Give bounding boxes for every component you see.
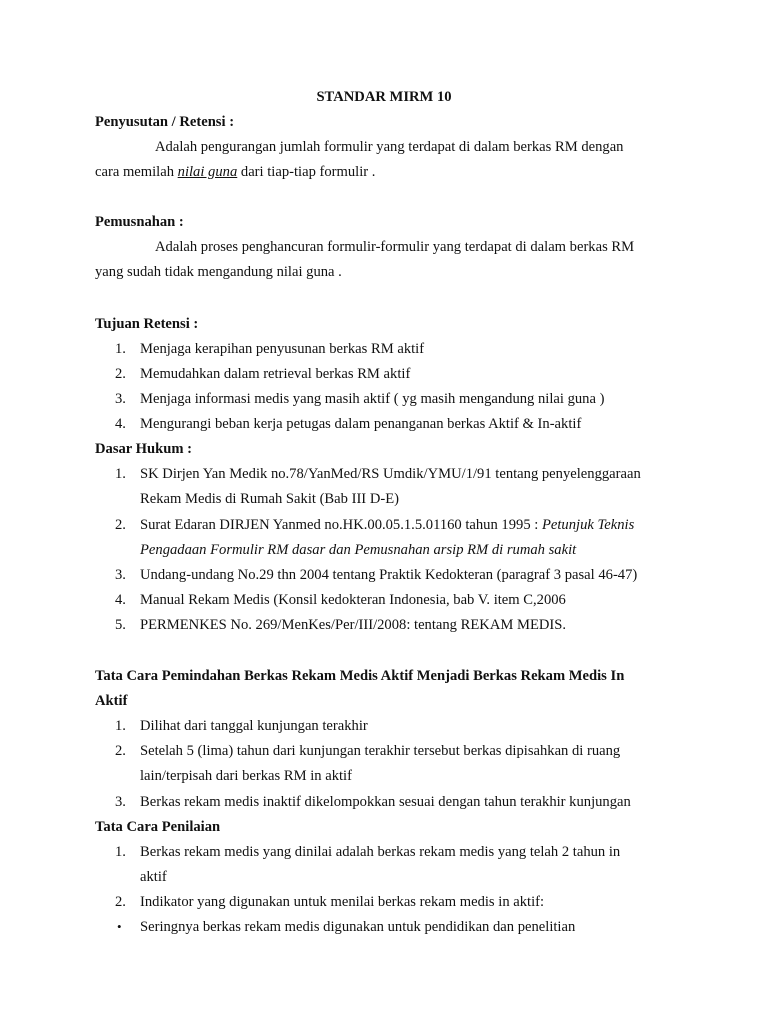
- list-item-continuation: lain/terpisah dari berkas RM in aktif: [140, 768, 352, 784]
- dasar-hukum-heading: Dasar Hukum :: [95, 441, 193, 457]
- penyusutan-text-line2: [95, 163, 375, 181]
- list-number: 4.: [115, 592, 126, 608]
- pemusnahan-text-line1: Adalah proses penghancuran formulir-formulir yang terdapat di dalam berkas RM: [155, 239, 635, 255]
- list-item: Memudahkan dalam retrieval berkas RM aktif: [140, 366, 411, 382]
- nilai-guna-emphasis: nilai guna: [177, 164, 238, 180]
- list-number: 3.: [115, 567, 126, 583]
- list-number: 1.: [115, 466, 126, 482]
- list-number: 2.: [115, 894, 126, 910]
- list-item: SK Dirjen Yan Medik no.78/YanMed/RS Umdik/YMU/1/91 tentang penyelenggaraan: [140, 466, 641, 482]
- tata-cara-pemindahan-heading: Tata Cara Pemindahan Berkas Rekam Medis Aktif Menjadi Berkas Rekam Medis In: [95, 668, 625, 684]
- bullet-item: Seringnya berkas rekam medis digunakan untuk pendidikan dan penelitian: [140, 919, 576, 935]
- penyusutan-text-post: dari tiap-tiap formulir .: [237, 164, 376, 180]
- list-number: 2.: [115, 366, 126, 382]
- tata-cara-penilaian-heading: Tata Cara Penilaian: [95, 819, 221, 835]
- list-item: PERMENKES No. 269/MenKes/Per/III/2008: tentang REKAM MEDIS.: [140, 617, 567, 633]
- pemusnahan-text-line2: yang sudah tidak mengandung nilai guna .: [95, 264, 342, 280]
- list-item: [140, 516, 634, 534]
- list-item: Berkas rekam medis yang dinilai adalah berkas rekam medis yang telah 2 tahun in: [140, 844, 621, 860]
- penyusutan-text-pre: cara memilah: [95, 164, 178, 180]
- list-number: 5.: [115, 617, 126, 633]
- list-item: Dilihat dari tanggal kunjungan terakhir: [140, 718, 368, 734]
- list-number: 3.: [115, 391, 126, 407]
- list-item: Berkas rekam medis inaktif dikelompokkan sesuai dengan tahun terakhir kunjungan: [140, 794, 631, 810]
- surat-edaran-text: Surat Edaran DIRJEN Yanmed no.HK.00.05.1.5.01160 tahun 1995 :: [140, 517, 542, 533]
- tujuan-heading: Tujuan Retensi :: [95, 316, 199, 332]
- list-item-continuation: aktif: [140, 869, 167, 885]
- list-item-continuation: Pengadaan Formulir RM dasar dan Pemusnahan arsip RM di rumah sakit: [140, 542, 577, 558]
- list-item: Setelah 5 (lima) tahun dari kunjungan terakhir tersebut berkas dipisahkan di ruang: [140, 743, 621, 759]
- pemusnahan-heading: Pemusnahan :: [95, 214, 184, 230]
- petunjuk-teknis-emphasis: Petunjuk Teknis: [541, 517, 635, 533]
- penyusutan-text-line1: Adalah pengurangan jumlah formulir yang terdapat di dalam berkas RM dengan: [155, 139, 624, 155]
- list-number: 2.: [115, 743, 126, 759]
- list-item: Menjaga kerapihan penyusunan berkas RM aktif: [140, 341, 425, 357]
- bullet-icon: •: [117, 919, 122, 934]
- list-number: 1.: [115, 844, 126, 860]
- list-number: 1.: [115, 718, 126, 734]
- penyusutan-heading: Penyusutan / Retensi :: [95, 114, 235, 130]
- list-number: 1.: [115, 341, 126, 357]
- document-title: STANDAR MIRM 10: [316, 89, 452, 105]
- tata-cara-pemindahan-heading-continuation: Aktif: [95, 693, 128, 709]
- list-item: Mengurangi beban kerja petugas dalam penanganan berkas Aktif & In-aktif: [140, 416, 582, 432]
- list-item-continuation: Rekam Medis di Rumah Sakit (Bab III D-E): [140, 491, 399, 507]
- list-number: 3.: [115, 794, 126, 810]
- list-item: Undang-undang No.29 thn 2004 tentang Praktik Kedokteran (paragraf 3 pasal 46-47): [140, 567, 638, 583]
- list-item: Manual Rekam Medis (Konsil kedokteran Indonesia, bab V. item C,2006: [140, 592, 566, 608]
- list-number: 2.: [115, 517, 126, 533]
- list-item: Menjaga informasi medis yang masih aktif ( yg masih mengandung nilai guna ): [140, 391, 605, 407]
- list-number: 4.: [115, 416, 126, 432]
- list-item: Indikator yang digunakan untuk menilai berkas rekam medis in aktif:: [140, 894, 545, 910]
